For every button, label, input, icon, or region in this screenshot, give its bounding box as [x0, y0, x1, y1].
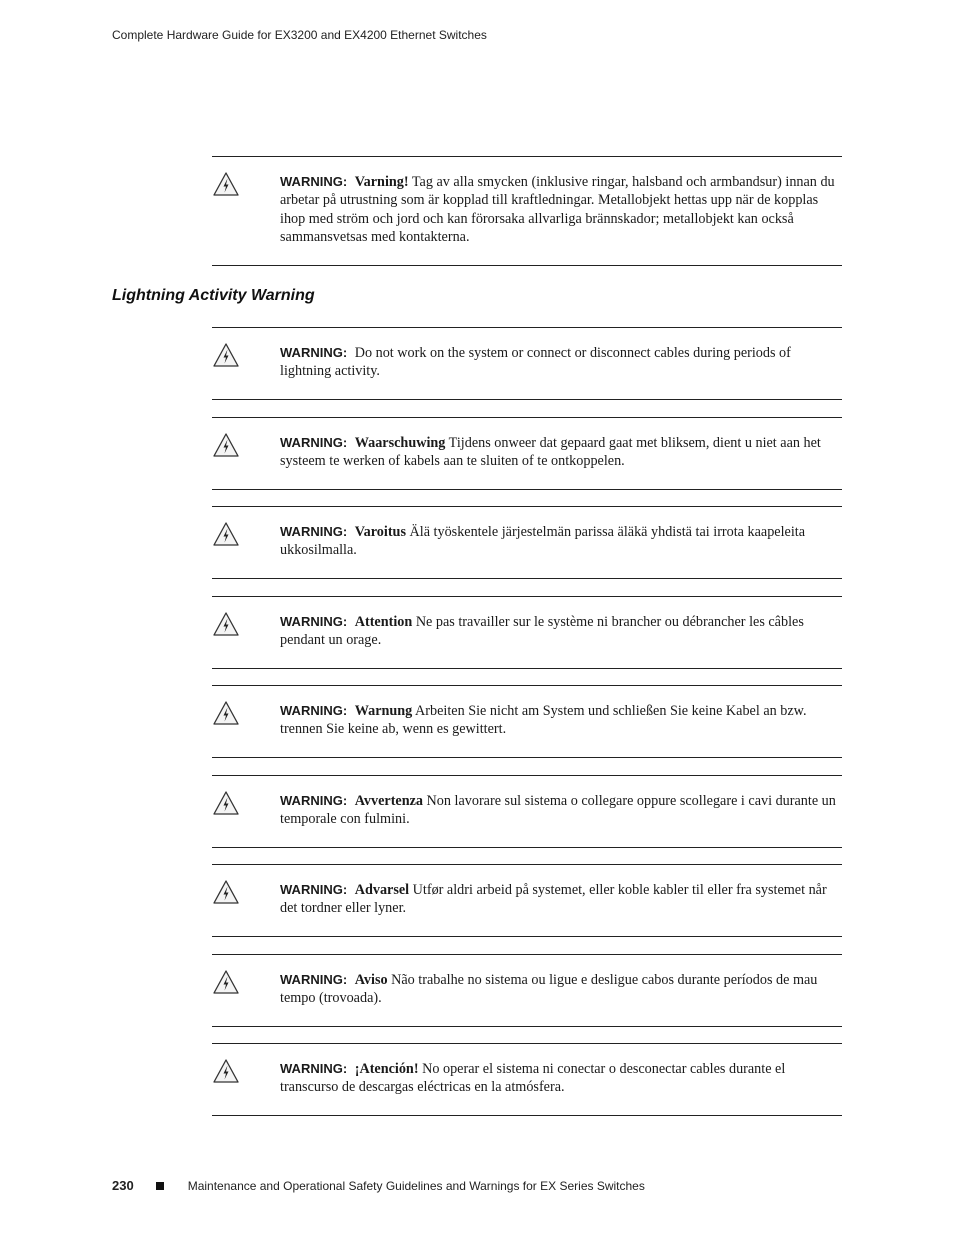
warning-text	[280, 434, 842, 471]
warning-language-label: Warnung	[354, 703, 413, 719]
warning-label: WARNING:	[280, 614, 348, 629]
warning-language-label: Waarschuwing	[354, 435, 446, 451]
warning-language-label: Attention	[354, 614, 413, 630]
warning-text	[280, 173, 842, 246]
warning-language-label: ¡Atención!	[354, 1061, 419, 1077]
warning-block	[212, 1043, 842, 1116]
warning-label: WARNING:	[280, 524, 348, 539]
warning-language-label: Aviso	[354, 972, 388, 988]
warning-block	[212, 506, 842, 579]
warning-label: WARNING:	[280, 1061, 348, 1076]
electrical-hazard-icon	[212, 432, 240, 458]
warning-block	[212, 596, 842, 669]
warning-body: No operar el sistema ni conectar o desconectar cables durante el transcurso de descargas eléctricas en la atmósfera.	[280, 1061, 786, 1096]
warning-body: Älä työskentele järjestelmän parissa äläkä yhdistä tai irrota kaapeleita ukkosilmalla.	[280, 524, 806, 559]
warning-body: Utfør aldri arbeid på systemet, eller koble kabler til eller fra systemet når det tordner eller lyner.	[280, 882, 827, 917]
electrical-hazard-icon	[212, 611, 240, 637]
warning-language-label: Varoitus	[354, 524, 406, 540]
warning-body: Ne pas travailler sur le système ni brancher ou débrancher les câbles pendant un orage.	[280, 614, 804, 649]
warning-text	[280, 1060, 842, 1097]
warning-label: WARNING:	[280, 345, 348, 360]
warning-label: WARNING:	[280, 174, 348, 189]
electrical-hazard-icon	[212, 879, 240, 905]
warning-block	[212, 954, 842, 1027]
bullet-square-icon	[156, 1182, 164, 1190]
warning-text	[280, 881, 842, 918]
warning-block	[212, 417, 842, 490]
electrical-hazard-icon	[212, 969, 240, 995]
section-heading: Lightning Activity Warning	[112, 287, 315, 304]
warning-label: WARNING:	[280, 882, 348, 897]
warning-label: WARNING:	[280, 793, 348, 808]
warning-block	[212, 685, 842, 758]
warning-label: WARNING:	[280, 435, 348, 450]
warning-label: WARNING:	[280, 972, 348, 987]
electrical-hazard-icon	[212, 521, 240, 547]
warning-block	[212, 775, 842, 848]
page-number: 230	[112, 1178, 134, 1193]
electrical-hazard-icon	[212, 700, 240, 726]
warning-text	[280, 523, 842, 560]
warning-body: Não trabalhe no sistema ou ligue e desligue cabos durante períodos de mau tempo (trovoada).	[280, 972, 818, 1007]
electrical-hazard-icon	[212, 1058, 240, 1084]
warning-text	[280, 971, 842, 1008]
warning-body: Tag av alla smycken (inklusive ringar, halsband och armbandsur) innan du arbetar på utrustning som är kopplad till kraftledningar. Metallobjekt hettas upp när de kopplas ihop med ström och jord och kan förorsaka allvarliga brännskador; metallobjekt kan också sammansvetsas med kontakterna.	[280, 174, 835, 245]
electrical-hazard-icon	[212, 342, 240, 368]
warning-body: Tijdens onweer dat gepaard gaat met bliksem, dient u niet aan het systeem te werken of kabels aan te sluiten of te ontkoppelen.	[280, 435, 821, 470]
warning-language-label: Avvertenza	[354, 793, 423, 809]
page-footer	[112, 1178, 645, 1193]
warning-body: Do not work on the system or connect or disconnect cables during periods of lightning activity.	[280, 345, 791, 380]
electrical-hazard-icon	[212, 790, 240, 816]
warning-label: WARNING:	[280, 703, 348, 718]
warning-block	[212, 864, 842, 937]
warning-body: Arbeiten Sie nicht am System und schließen Sie keine Kabel an bzw. trennen Sie keine ab, wenn es gewittert.	[280, 703, 807, 738]
warning-block	[212, 156, 842, 266]
warning-language-label: Varning!	[354, 174, 409, 190]
footer-chapter-title: Maintenance and Operational Safety Guidelines and Warnings for EX Series Switches	[187, 1178, 645, 1193]
running-header: Complete Hardware Guide for EX3200 and EX4200 Ethernet Switches	[112, 28, 487, 42]
warning-block	[212, 327, 842, 400]
warning-text	[280, 792, 842, 829]
warning-text	[280, 613, 842, 650]
warning-language-label: Advarsel	[354, 882, 410, 898]
warning-body: Non lavorare sul sistema o collegare oppure scollegare i cavi durante un temporale con fulmini.	[280, 793, 836, 828]
warning-text	[280, 344, 842, 381]
warning-text	[280, 702, 842, 739]
electrical-hazard-icon	[212, 171, 240, 197]
